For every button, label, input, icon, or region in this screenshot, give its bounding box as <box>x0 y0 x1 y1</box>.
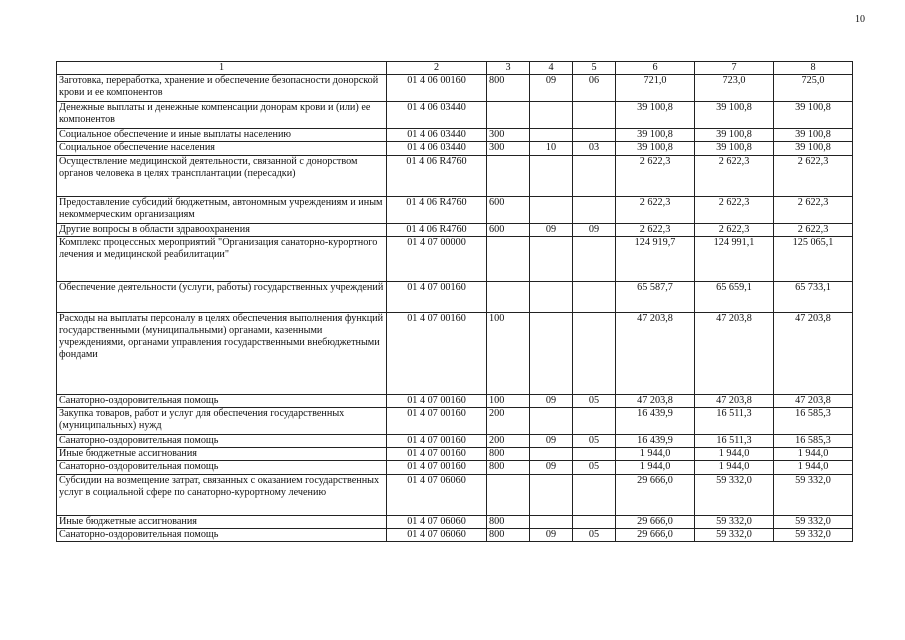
table-row <box>57 281 853 312</box>
header-row <box>57 62 853 75</box>
row-subsection <box>573 281 616 312</box>
table-row <box>57 142 853 155</box>
row-amount-year-3: 39 100,8 <box>774 129 853 142</box>
row-subsection: 09 <box>573 223 616 236</box>
row-name: Иные бюджетные ассигнования <box>57 448 387 461</box>
row-subsection <box>573 102 616 129</box>
row-amount-year-3: 39 100,8 <box>774 142 853 155</box>
row-name: Иные бюджетные ассигнования <box>57 515 387 528</box>
row-subsection <box>573 155 616 196</box>
row-amount-year-2: 59 332,0 <box>695 528 774 541</box>
table-row <box>57 129 853 142</box>
row-amount-year-3: 2 622,3 <box>774 223 853 236</box>
row-amount-year-3: 2 622,3 <box>774 196 853 223</box>
table-row <box>57 75 853 102</box>
table-row <box>57 102 853 129</box>
row-amount-year-2: 1 944,0 <box>695 461 774 474</box>
row-code: 01 4 07 00160 <box>387 448 487 461</box>
row-name: Санаторно-оздоровительная помощь <box>57 461 387 474</box>
row-name: Социальное обеспечение и иные выплаты населению <box>57 129 387 142</box>
row-amount-year-1: 47 203,8 <box>616 394 695 407</box>
page-number: 10 <box>855 14 865 25</box>
table-row <box>57 448 853 461</box>
column-header: 3 <box>487 62 530 75</box>
row-amount-year-1: 65 587,7 <box>616 281 695 312</box>
row-code: 01 4 07 00160 <box>387 461 487 474</box>
column-header: 5 <box>573 62 616 75</box>
table-row <box>57 236 853 281</box>
column-header: 7 <box>695 62 774 75</box>
row-amount-year-3: 125 065,1 <box>774 236 853 281</box>
row-code: 01 4 06 R4760 <box>387 196 487 223</box>
table-row <box>57 223 853 236</box>
row-amount-year-2: 16 511,3 <box>695 408 774 435</box>
row-section: 09 <box>530 528 573 541</box>
row-expense-type: 300 <box>487 129 530 142</box>
row-amount-year-1: 1 944,0 <box>616 461 695 474</box>
row-amount-year-2: 39 100,8 <box>695 129 774 142</box>
row-amount-year-1: 29 666,0 <box>616 528 695 541</box>
row-section: 09 <box>530 435 573 448</box>
row-section <box>530 236 573 281</box>
row-name: Заготовка, переработка, хранение и обеспечение безопасности донорской крови и ее компонентов <box>57 75 387 102</box>
row-subsection: 05 <box>573 394 616 407</box>
row-name: Обеспечение деятельности (услуги, работы) государственных учреждений <box>57 281 387 312</box>
row-section: 10 <box>530 142 573 155</box>
row-subsection: 06 <box>573 75 616 102</box>
table-row <box>57 196 853 223</box>
row-expense-type <box>487 474 530 515</box>
row-expense-type: 800 <box>487 515 530 528</box>
row-code: 01 4 07 06060 <box>387 515 487 528</box>
row-code: 01 4 07 00160 <box>387 408 487 435</box>
row-amount-year-1: 124 919,7 <box>616 236 695 281</box>
row-amount-year-2: 47 203,8 <box>695 312 774 394</box>
row-section <box>530 129 573 142</box>
row-expense-type: 600 <box>487 196 530 223</box>
row-amount-year-3: 39 100,8 <box>774 102 853 129</box>
row-amount-year-3: 59 332,0 <box>774 528 853 541</box>
column-header: 6 <box>616 62 695 75</box>
row-expense-type: 100 <box>487 394 530 407</box>
row-amount-year-3: 1 944,0 <box>774 448 853 461</box>
row-amount-year-2: 59 332,0 <box>695 474 774 515</box>
row-amount-year-1: 1 944,0 <box>616 448 695 461</box>
column-header: 2 <box>387 62 487 75</box>
table-row <box>57 435 853 448</box>
column-header: 4 <box>530 62 573 75</box>
row-subsection <box>573 408 616 435</box>
row-amount-year-1: 39 100,8 <box>616 129 695 142</box>
row-name: Социальное обеспечение населения <box>57 142 387 155</box>
row-subsection <box>573 474 616 515</box>
row-amount-year-1: 39 100,8 <box>616 102 695 129</box>
row-name: Осуществление медицинской деятельности, связанной с донорством органов человека в целях трансплантации (пересадки) <box>57 155 387 196</box>
row-amount-year-2: 2 622,3 <box>695 223 774 236</box>
row-amount-year-3: 16 585,3 <box>774 408 853 435</box>
row-amount-year-3: 16 585,3 <box>774 435 853 448</box>
row-amount-year-1: 16 439,9 <box>616 435 695 448</box>
column-header: 1 <box>57 62 387 75</box>
row-amount-year-2: 39 100,8 <box>695 142 774 155</box>
table-row <box>57 515 853 528</box>
row-section <box>530 448 573 461</box>
row-amount-year-3: 2 622,3 <box>774 155 853 196</box>
table-row <box>57 461 853 474</box>
row-subsection <box>573 515 616 528</box>
table-row <box>57 528 853 541</box>
row-expense-type: 800 <box>487 528 530 541</box>
table-row <box>57 474 853 515</box>
row-amount-year-3: 59 332,0 <box>774 474 853 515</box>
row-amount-year-2: 2 622,3 <box>695 196 774 223</box>
row-amount-year-3: 1 944,0 <box>774 461 853 474</box>
row-code: 01 4 06 R4760 <box>387 223 487 236</box>
row-amount-year-1: 16 439,9 <box>616 408 695 435</box>
row-name: Закупка товаров, работ и услуг для обеспечения государственных (муниципальных) нужд <box>57 408 387 435</box>
row-amount-year-3: 725,0 <box>774 75 853 102</box>
row-expense-type: 800 <box>487 461 530 474</box>
row-code: 01 4 07 00000 <box>387 236 487 281</box>
row-amount-year-1: 47 203,8 <box>616 312 695 394</box>
row-code: 01 4 07 00160 <box>387 281 487 312</box>
row-amount-year-3: 47 203,8 <box>774 312 853 394</box>
row-expense-type: 200 <box>487 435 530 448</box>
row-section <box>530 196 573 223</box>
row-section: 09 <box>530 461 573 474</box>
row-name: Комплекс процессных мероприятий "Организация санаторно-курортного лечения и медицинской реабилитации" <box>57 236 387 281</box>
row-code: 01 4 07 00160 <box>387 435 487 448</box>
row-name: Денежные выплаты и денежные компенсации донорам крови и (или) ее компонентов <box>57 102 387 129</box>
row-amount-year-3: 47 203,8 <box>774 394 853 407</box>
row-section <box>530 408 573 435</box>
row-code: 01 4 06 03440 <box>387 102 487 129</box>
row-expense-type: 100 <box>487 312 530 394</box>
row-amount-year-1: 2 622,3 <box>616 155 695 196</box>
row-amount-year-2: 124 991,1 <box>695 236 774 281</box>
row-name: Субсидии на возмещение затрат, связанных с оказанием государственных услуг в социальной сфере по санаторно-курортному лечению <box>57 474 387 515</box>
row-amount-year-2: 39 100,8 <box>695 102 774 129</box>
row-name: Санаторно-оздоровительная помощь <box>57 528 387 541</box>
row-amount-year-2: 1 944,0 <box>695 448 774 461</box>
row-code: 01 4 06 R4760 <box>387 155 487 196</box>
row-section: 09 <box>530 394 573 407</box>
row-subsection <box>573 236 616 281</box>
row-expense-type <box>487 102 530 129</box>
row-name: Санаторно-оздоровительная помощь <box>57 435 387 448</box>
row-subsection <box>573 312 616 394</box>
row-expense-type: 300 <box>487 142 530 155</box>
row-code: 01 4 07 06060 <box>387 528 487 541</box>
row-section <box>530 281 573 312</box>
row-subsection: 03 <box>573 142 616 155</box>
column-header: 8 <box>774 62 853 75</box>
row-subsection <box>573 129 616 142</box>
budget-table <box>56 61 853 542</box>
row-amount-year-1: 39 100,8 <box>616 142 695 155</box>
row-code: 01 4 07 06060 <box>387 474 487 515</box>
row-amount-year-2: 59 332,0 <box>695 515 774 528</box>
row-amount-year-1: 2 622,3 <box>616 223 695 236</box>
table-row <box>57 155 853 196</box>
row-expense-type: 200 <box>487 408 530 435</box>
table-row <box>57 312 853 394</box>
row-section <box>530 102 573 129</box>
row-subsection <box>573 448 616 461</box>
row-amount-year-1: 29 666,0 <box>616 515 695 528</box>
row-section: 09 <box>530 223 573 236</box>
row-expense-type <box>487 281 530 312</box>
row-amount-year-1: 2 622,3 <box>616 196 695 223</box>
row-amount-year-2: 65 659,1 <box>695 281 774 312</box>
row-code: 01 4 06 03440 <box>387 142 487 155</box>
row-expense-type: 800 <box>487 75 530 102</box>
row-subsection: 05 <box>573 435 616 448</box>
row-amount-year-3: 65 733,1 <box>774 281 853 312</box>
row-code: 01 4 07 00160 <box>387 394 487 407</box>
row-section <box>530 515 573 528</box>
row-amount-year-2: 16 511,3 <box>695 435 774 448</box>
table-row <box>57 408 853 435</box>
row-name: Предоставление субсидий бюджетным, автономным учреждениям и иным некоммерческим организациям <box>57 196 387 223</box>
row-amount-year-2: 47 203,8 <box>695 394 774 407</box>
row-expense-type <box>487 236 530 281</box>
row-amount-year-1: 721,0 <box>616 75 695 102</box>
row-amount-year-1: 29 666,0 <box>616 474 695 515</box>
row-subsection <box>573 196 616 223</box>
row-code: 01 4 06 03440 <box>387 129 487 142</box>
row-expense-type <box>487 155 530 196</box>
row-section: 09 <box>530 75 573 102</box>
row-code: 01 4 06 00160 <box>387 75 487 102</box>
row-name: Расходы на выплаты персоналу в целях обеспечения выполнения функций государственными (муниципальными) органами, казенными учреждениями, органами управления государственными внебюджетными фондами <box>57 312 387 394</box>
row-subsection: 05 <box>573 528 616 541</box>
row-code: 01 4 07 00160 <box>387 312 487 394</box>
row-subsection: 05 <box>573 461 616 474</box>
row-expense-type: 600 <box>487 223 530 236</box>
row-section <box>530 474 573 515</box>
row-amount-year-2: 2 622,3 <box>695 155 774 196</box>
row-amount-year-3: 59 332,0 <box>774 515 853 528</box>
row-section <box>530 312 573 394</box>
table-row <box>57 394 853 407</box>
row-expense-type: 800 <box>487 448 530 461</box>
row-amount-year-2: 723,0 <box>695 75 774 102</box>
row-name: Санаторно-оздоровительная помощь <box>57 394 387 407</box>
row-name: Другие вопросы в области здравоохранения <box>57 223 387 236</box>
row-section <box>530 155 573 196</box>
